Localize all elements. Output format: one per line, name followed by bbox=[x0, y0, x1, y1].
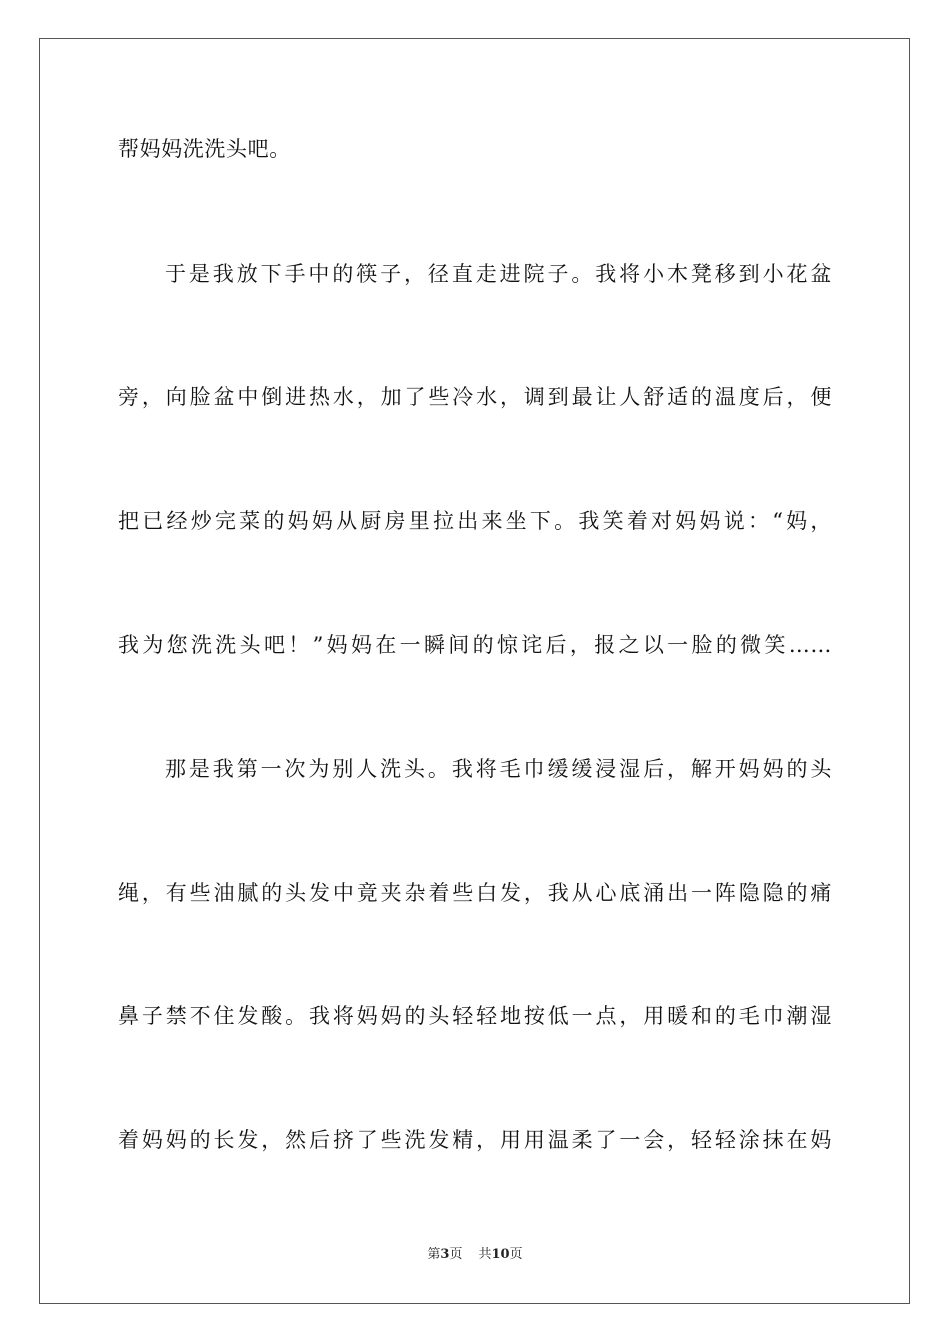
page-suffix: 页 bbox=[449, 1247, 463, 1262]
page-border bbox=[39, 38, 910, 1304]
paragraph-line: 把已经炒完菜的妈妈从厨房里拉出来坐下。我笑着对妈妈说：“妈， bbox=[118, 509, 832, 533]
total-suffix: 页 bbox=[509, 1247, 523, 1262]
page-footer bbox=[0, 1246, 950, 1264]
paragraph-line: 着妈妈的长发，然后挤了些洗发精，用用温柔了一会，轻轻涂抹在妈 bbox=[118, 1128, 832, 1152]
total-prefix: 共 bbox=[478, 1247, 492, 1262]
paragraph-line: 于是我放下手中的筷子，径直走进院子。我将小木凳移到小花盆 bbox=[165, 262, 832, 286]
total-pages: 10 bbox=[491, 1247, 510, 1262]
paragraph-line: 那是我第一次为别人洗头。我将毛巾缓缓浸湿后，解开妈妈的头 bbox=[165, 757, 832, 781]
page-number: 3 bbox=[440, 1247, 450, 1262]
paragraph-line: 我为您洗洗头吧！”妈妈在一瞬间的惊诧后，报之以一脸的微笑…… bbox=[118, 633, 832, 657]
paragraph-line: 绳，有些油腻的头发中竟夹杂着些白发，我从心底涌出一阵隐隐的痛 bbox=[118, 881, 832, 905]
paragraph-line: 鼻子禁不住发酸。我将妈妈的头轻轻地按低一点，用暖和的毛巾潮湿 bbox=[118, 1004, 832, 1028]
paragraph-line: 帮妈妈洗洗头吧。 bbox=[118, 137, 291, 161]
paragraph-line: 旁，向脸盆中倒进热水，加了些冷水，调到最让人舒适的温度后，便 bbox=[118, 385, 832, 409]
page-prefix: 第 bbox=[427, 1247, 441, 1262]
